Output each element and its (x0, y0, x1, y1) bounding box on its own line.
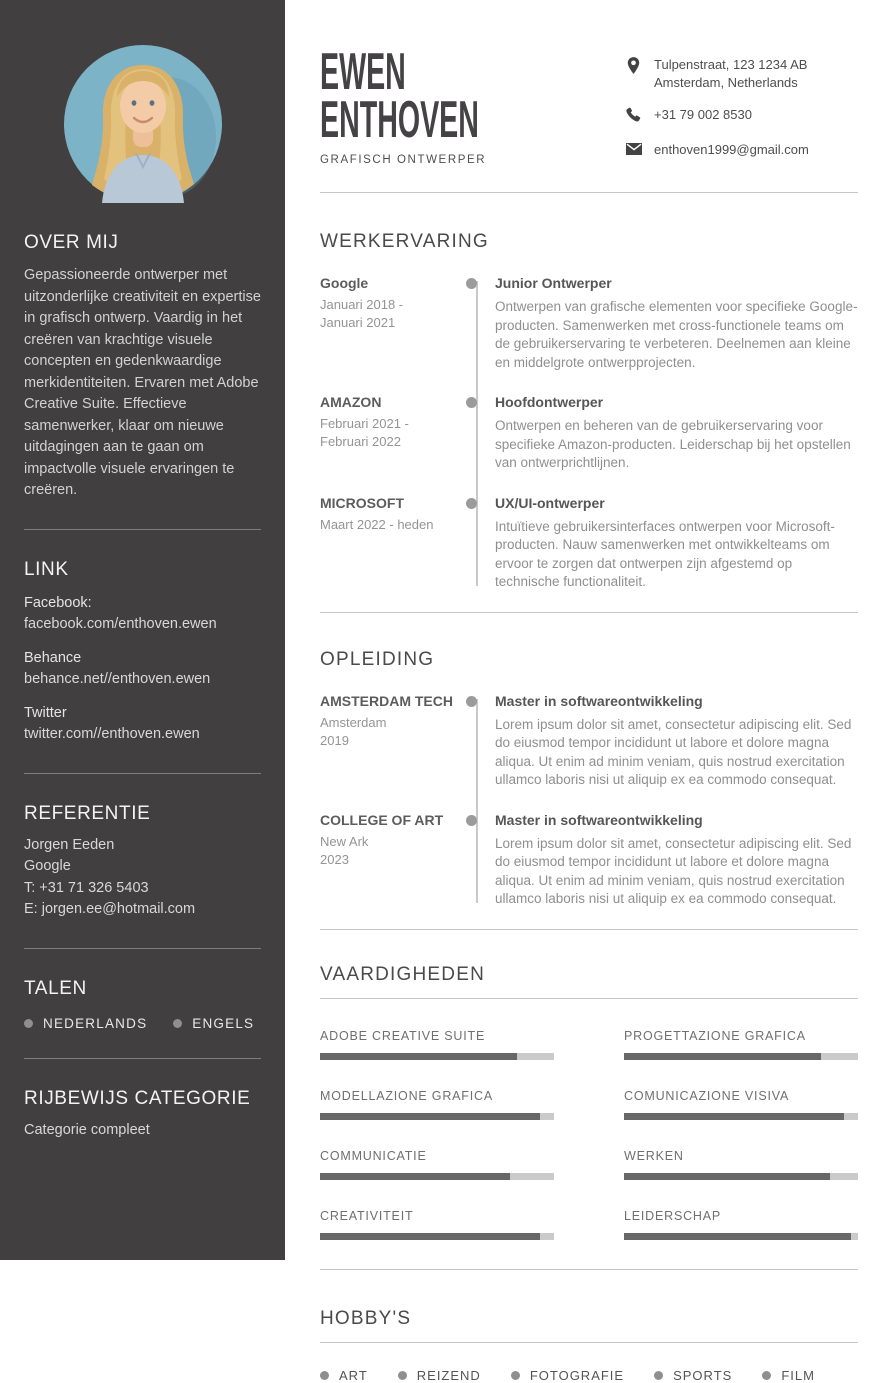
contact-block (626, 56, 858, 174)
education-entry (320, 812, 858, 909)
language-item (173, 1016, 254, 1031)
entry-dates: New Ark 2023 (320, 833, 369, 867)
hobbies-list (320, 1368, 858, 1383)
languages-list (24, 1016, 261, 1031)
timeline-dot-icon (466, 815, 477, 826)
skills-column-right (624, 1029, 858, 1269)
reference-details (24, 835, 261, 921)
timeline-dot-icon (466, 397, 477, 408)
title-divider (320, 998, 858, 999)
entry-dates: Februari 2021 - Februari 2022 (320, 416, 409, 449)
license-section (24, 1088, 261, 1138)
role-title: Hoofdontwerper (495, 394, 604, 410)
education-section (320, 649, 858, 930)
skill-item: COMUNICAZIONE VISIVA (624, 1089, 858, 1120)
skills-column-left (320, 1029, 554, 1269)
entry-body (495, 812, 858, 909)
timeline-cell (455, 693, 495, 790)
hobby-item: FILM (762, 1368, 815, 1383)
education-title: OPLEIDING (320, 648, 435, 670)
link-item-facebook (24, 593, 261, 636)
phone-text: +31 79 002 8530 (654, 107, 752, 122)
header (320, 43, 858, 176)
languages-title: TALEN (24, 977, 87, 999)
language-label: ENGELS (192, 1015, 255, 1031)
reference-section (24, 803, 261, 921)
timeline-cell (455, 275, 495, 372)
language-label: NEDERLANDS (43, 1015, 148, 1031)
education-entry (320, 693, 858, 790)
experience-timeline (320, 275, 858, 592)
role-title: Junior Ontwerper (495, 275, 612, 291)
timeline-dot-icon (466, 278, 477, 289)
experience-entry (320, 495, 858, 592)
degree-description: Lorem ipsum dolor sit amet, consectetur adipiscing elit. Sed do eiusmod tempor incididunt ut labore et dolore magna aliqua. Ut enim ad minim veniam, quis nostrud exercitation ullamco laboris nisi ut aliquip ex ea commodo consequat. (495, 716, 852, 787)
skill-item: WERKEN (624, 1149, 858, 1180)
section-divider (320, 612, 858, 613)
contact-phone-row (626, 106, 858, 127)
section-divider (320, 929, 858, 930)
experience-entry (320, 394, 858, 473)
degree-title: Master in softwareontwikkeling (495, 692, 703, 709)
name-block (320, 43, 609, 166)
section-divider (320, 192, 858, 193)
languages-section (24, 978, 261, 1031)
hobby-item: REIZEND (398, 1368, 481, 1383)
entry-meta (320, 495, 455, 592)
bullet-icon (24, 1019, 33, 1028)
sidebar-divider (24, 948, 261, 949)
timeline-cell (455, 495, 495, 592)
skill-bar-fill (320, 1053, 517, 1060)
link-item-behance (24, 648, 261, 691)
links-section (24, 559, 261, 746)
timeline-cell (455, 394, 495, 473)
skill-bar (624, 1173, 858, 1180)
language-item (24, 1016, 147, 1031)
first-name: EWEN (320, 43, 406, 101)
skill-item: LEIDERSCHAP (624, 1209, 858, 1240)
entry-meta (320, 394, 455, 473)
skill-bar (624, 1053, 858, 1060)
skill-bar-fill (624, 1173, 830, 1180)
location-pin-icon (626, 56, 642, 79)
bullet-icon (173, 1019, 182, 1028)
entry-body (495, 275, 858, 372)
skill-item: COMMUNICATIE (320, 1149, 554, 1180)
link-label: Twitter (24, 704, 67, 721)
bullet-icon (511, 1371, 520, 1380)
links-title: LINK (24, 558, 69, 580)
skill-bar-fill (320, 1233, 540, 1240)
entry-body (495, 394, 858, 473)
phone-icon (626, 106, 642, 127)
timeline-cell (455, 812, 495, 909)
reference-email: E: jorgen.ee@hotmail.com (24, 901, 196, 917)
degree-title: Master in softwareontwikkeling (495, 811, 703, 828)
reference-company: Google (24, 858, 71, 874)
entry-body (495, 693, 858, 790)
role-title: UX/UI-ontwerper (495, 494, 605, 511)
sidebar-divider (24, 773, 261, 774)
company-name: MICROSOFT (320, 494, 404, 511)
school-name: AMSTERDAM TECH (320, 692, 453, 709)
role-description: Ontwerpen en beheren van de gebruikerservaring voor specifieke Amazon-producten. Leiderschap bij het opstellen van ontwerprichtlijnen. (495, 418, 851, 470)
email-icon (626, 141, 642, 160)
last-name: ENTHOVEN (320, 91, 479, 149)
skill-item: MODELLAZIONE GRAFICA (320, 1089, 554, 1120)
contact-address-row (626, 56, 858, 92)
email-text: enthoven1999@gmail.com (654, 142, 809, 157)
link-label: Facebook: (24, 594, 92, 611)
contact-email-row (626, 141, 858, 160)
hobby-item: SPORTS (654, 1368, 732, 1383)
skill-bar (320, 1233, 554, 1240)
reference-title: REFERENTIE (24, 802, 151, 824)
bullet-icon (762, 1371, 771, 1380)
education-timeline (320, 693, 858, 909)
experience-title: WERKERVARING (320, 231, 489, 252)
experience-entry (320, 275, 858, 372)
skill-bar-fill (320, 1113, 540, 1120)
title-divider (320, 1342, 858, 1343)
link-url: behance.net//enthoven.ewen (24, 671, 211, 687)
sidebar-divider (24, 1058, 261, 1059)
address-text: Tulpenstraat, 123 1234 AB Amsterdam, Netherlands (654, 57, 808, 90)
job-title: GRAFISCH ONTWERPER (320, 154, 487, 166)
hobbies-section (320, 1308, 858, 1383)
company-name: Google (320, 275, 369, 291)
skill-bar (320, 1173, 554, 1180)
skill-bar (624, 1233, 858, 1240)
sidebar-divider (24, 529, 261, 530)
entry-dates: Maart 2022 - heden (320, 516, 434, 532)
company-name: AMAZON (320, 394, 382, 410)
skill-bar-fill (624, 1113, 844, 1120)
entry-meta (320, 693, 455, 790)
experience-section (320, 231, 858, 613)
entry-dates: Amsterdam 2019 (320, 714, 387, 748)
entry-dates: Januari 2018 - Januari 2021 (320, 297, 404, 330)
avatar (64, 45, 222, 203)
about-section (24, 232, 261, 502)
license-title: RIJBEWIJS CATEGORIE (24, 1087, 251, 1109)
skill-item: PROGETTAZIONE GRAFICA (624, 1029, 858, 1060)
bullet-icon (654, 1371, 663, 1380)
skills-grid (320, 1029, 858, 1269)
role-description: Ontwerpen van grafische elementen voor specifieke Google-producten. Samenwerken met cross-functionele teams om de gebruikerservaring te verbeteren. Deelnemen aan kleine en middelgrote ontwerpprojecten. (495, 299, 858, 370)
bullet-icon (320, 1371, 329, 1380)
section-divider (320, 1269, 858, 1270)
skills-title: VAARDIGHEDEN (320, 963, 486, 985)
profile-photo (64, 45, 222, 203)
hobbies-title: HOBBY'S (320, 1307, 412, 1329)
timeline-dot-icon (466, 498, 477, 509)
entry-meta (320, 275, 455, 372)
about-title: OVER MIJ (24, 232, 119, 253)
bullet-icon (398, 1371, 407, 1380)
link-url: facebook.com/enthoven.ewen (24, 616, 217, 632)
link-url: twitter.com//enthoven.ewen (24, 726, 200, 742)
skill-bar-fill (624, 1053, 821, 1060)
sidebar (0, 0, 285, 1260)
role-description: Intuïtieve gebruikersinterfaces ontwerpen voor Microsoft-producten. Nauw samenwerken met ontwikkelteams om ervoor te zorgen dat ontwerpen zijn afgestemd op technische functionaliteit. (495, 518, 835, 589)
skills-section (320, 964, 858, 1270)
reference-name: Jorgen Eeden (24, 836, 115, 853)
skill-item: ADOBE CREATIVE SUITE (320, 1029, 554, 1060)
link-label: Behance (24, 649, 82, 666)
reference-phone: T: +31 71 326 5403 (24, 879, 149, 896)
skill-bar (320, 1113, 554, 1120)
school-name: COLLEGE OF ART (320, 811, 444, 828)
skill-bar-fill (320, 1173, 510, 1180)
main-content (285, 0, 894, 1383)
skill-item: CREATIVITEIT (320, 1209, 554, 1240)
entry-body (495, 495, 858, 592)
entry-meta (320, 812, 455, 909)
about-text: Gepassioneerde ontwerper met uitzonderlijke creativiteit en expertise in grafisch ontwerp. Vaardig in het creëren van krachtige visuele concepten en gedenkwaardige merkidentiteiten. Ervaren met Adobe Creative Suite. Effectieve samenwerker, klaar om nieuwe uitdagingen aan te gaan om impactvolle visuele ervaringen te creëren. (24, 267, 261, 498)
link-item-twitter (24, 703, 261, 746)
skill-bar (320, 1053, 554, 1060)
timeline-dot-icon (466, 696, 477, 707)
skill-bar (624, 1113, 858, 1120)
hobby-item: ART (320, 1368, 368, 1383)
degree-description: Lorem ipsum dolor sit amet, consectetur adipiscing elit. Sed do eiusmod tempor incididunt ut labore et dolore magna aliqua. Ut enim ad minim veniam, quis nostrud exercitation ullamco laboris nisi ut aliquip ex ea commodo consequat. (495, 835, 852, 906)
license-text: Categorie compleet (24, 1121, 150, 1138)
skill-bar-fill (624, 1233, 851, 1240)
hobby-item: FOTOGRAFIE (511, 1368, 624, 1383)
